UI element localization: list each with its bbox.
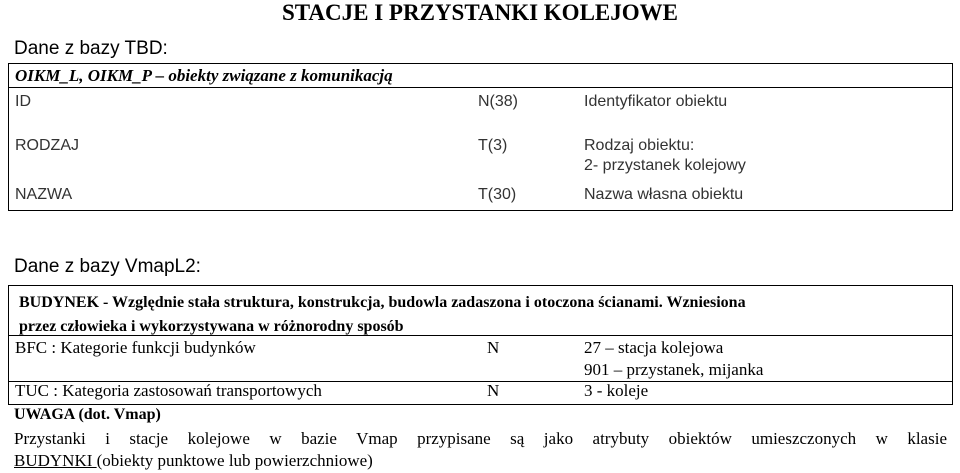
attribute-type: N(38) [478, 93, 519, 110]
attribute-value: 901 – przystanek, mijanka [584, 360, 764, 379]
note-text-continued [14, 450, 373, 472]
attribute-type: N [487, 381, 500, 400]
attribute-type: T(30) [478, 186, 517, 203]
attribute-description: Rodzaj obiektu: [584, 137, 695, 154]
attribute-description: Nazwa własna obiektu [584, 186, 744, 203]
page-title: STACJE I PRZYSTANKI KOLEJOWE [282, 0, 678, 25]
table-row [8, 336, 953, 382]
class-description-line: przez człowieka i wykorzystywana w różnorodny sposób [19, 318, 404, 335]
attribute-name: BFC : Kategorie funkcji budynków [15, 338, 256, 357]
attribute-description-value: 2- przystanek kolejowy [584, 157, 746, 174]
note-title: UWAGA (dot. Vmap) [14, 406, 161, 423]
tbd-source-label: Dane z bazy TBD: [14, 38, 168, 59]
attribute-value: 3 - koleje [584, 381, 649, 400]
tbd-attribute-table [8, 63, 953, 211]
attribute-name: NAZWA [15, 186, 73, 203]
attribute-type: N [487, 338, 500, 357]
table-row [8, 381, 953, 405]
vmap-class-description-box [8, 285, 953, 336]
class-description-line: BUDYNEK - Względnie stała struktura, konstrukcja, budowla zadaszona i otoczona ścianami. Wzniesiona [19, 294, 746, 311]
attribute-name: TUC : Kategoria zastosowań transportowych [15, 381, 322, 400]
note-text: Przystanki i stacje kolejowe w bazie Vmap przypisane są jako atrybuty obiektów umieszczonych w klasie [14, 429, 947, 448]
budynki-link[interactable]: BUDYNKI [14, 451, 97, 470]
vmap-source-label: Dane z bazy VmapL2: [14, 256, 201, 277]
attribute-value: 27 – stacja kolejowa [584, 338, 724, 357]
attribute-name: ID [15, 93, 31, 110]
tbd-table-header: OIKM_L, OIKM_P – obiekty związane z komunikacją [9, 64, 952, 88]
note-text-rest: (obiekty punktowe lub powierzchniowe) [96, 451, 373, 470]
attribute-type: T(3) [478, 137, 508, 154]
class-description [19, 291, 944, 339]
attribute-name: RODZAJ [15, 137, 79, 154]
attribute-description: Identyfikator obiektu [584, 93, 728, 110]
